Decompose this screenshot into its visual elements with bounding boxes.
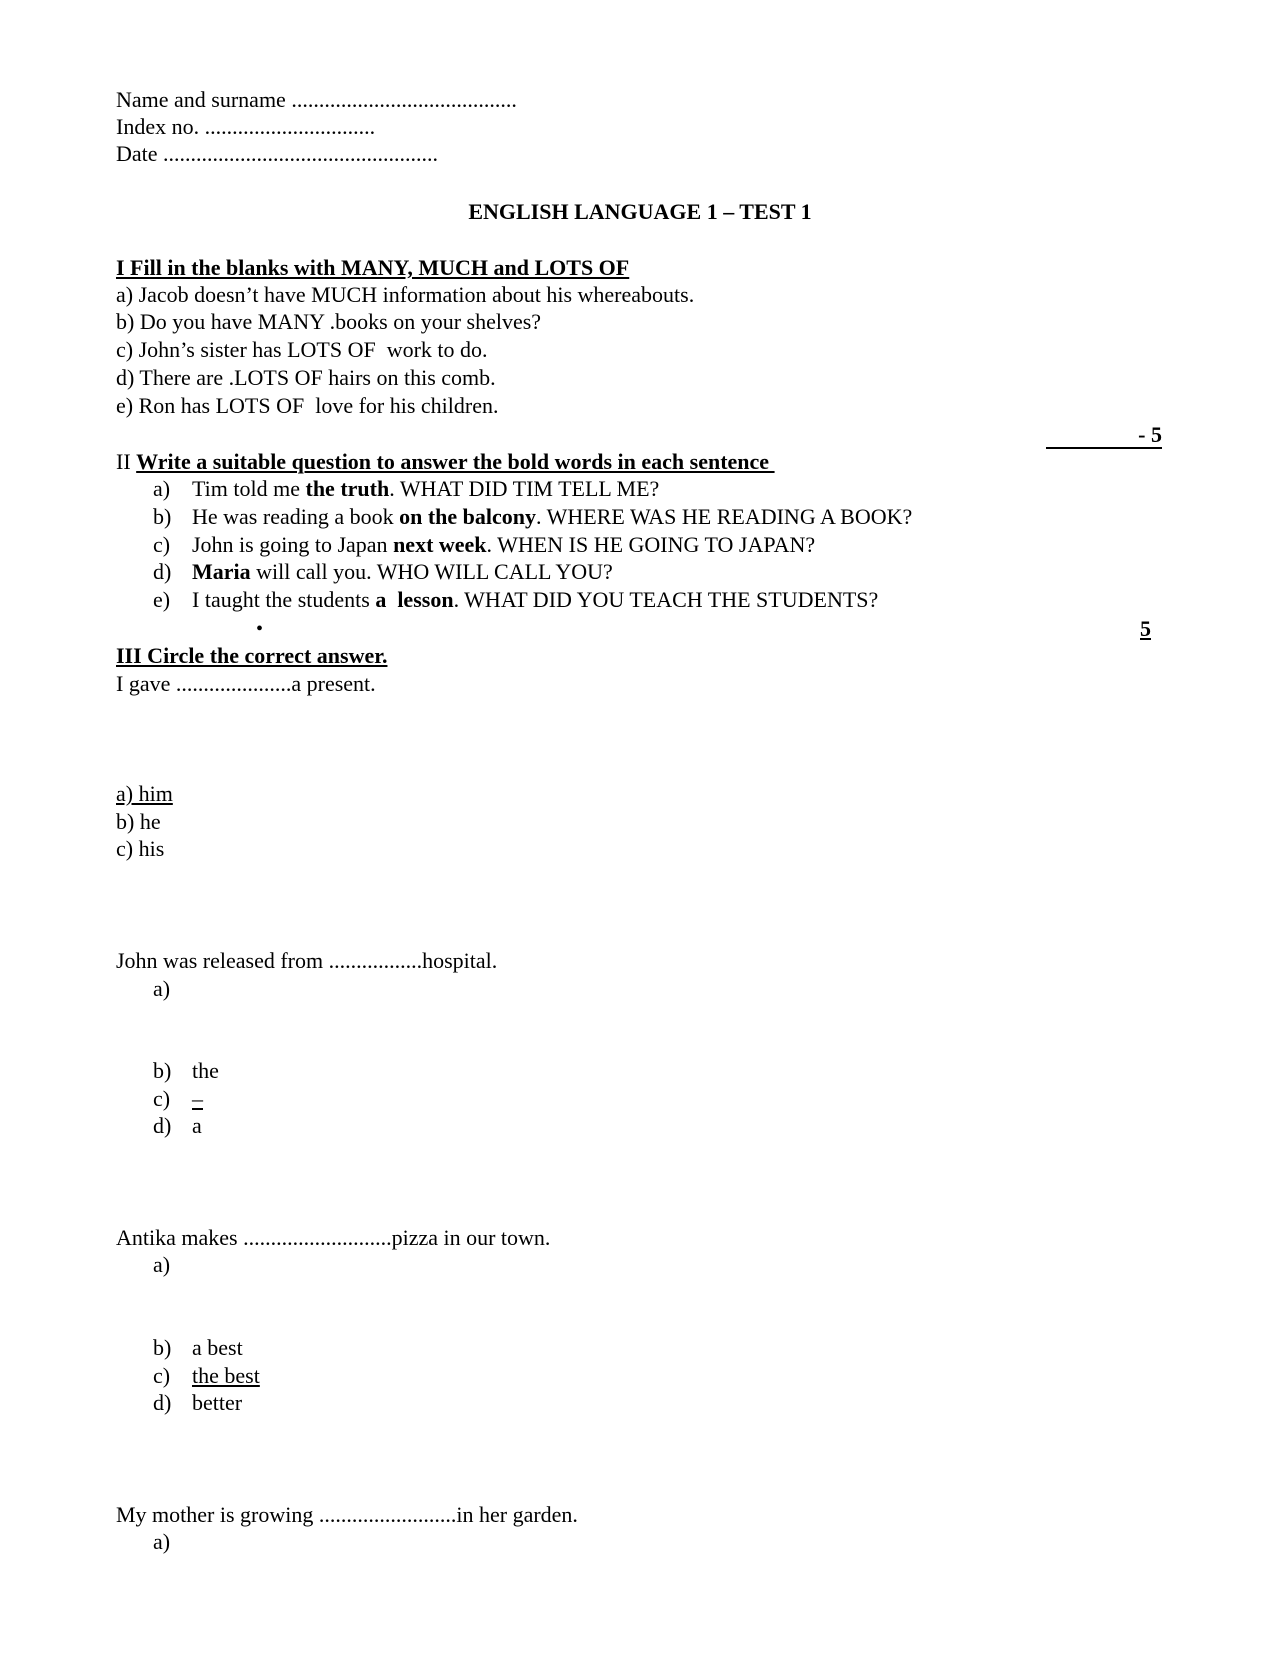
section-2-item-letter: b) [153,504,172,529]
question-2-stem: John was released from .................hospital. [116,948,498,973]
name-surname-line: Name and surname ......................................... [116,87,517,112]
section-2-item-letter: d) [153,559,172,584]
question-3-option-text[interactable]: a best [192,1335,243,1360]
question-1-stem: I gave .....................a present. [116,671,376,696]
section-1-item: c) John’s sister has LOTS OF work to do. [116,337,488,362]
bullet-mark: • [256,618,264,640]
section-2-item-letter: e) [153,587,171,612]
question-3-option-text[interactable]: the best [192,1363,260,1388]
section-1-item: d) There are .LOTS OF hairs on this comb. [116,365,496,390]
section-2-item: John is going to Japan next week. WHEN IS HE GOING TO JAPAN? [192,532,816,557]
section-1-item: a) Jacob doesn’t have MUCH information about his whereabouts. [116,282,695,307]
question-1-option[interactable]: a) him [116,781,173,806]
section-2-item-letter: a) [153,476,171,501]
question-4-stem: My mother is growing .........................in her garden. [116,1502,578,1527]
question-2-option-text[interactable]: a [192,1113,202,1138]
section-2-item-letter: c) [153,532,171,557]
question-1-option[interactable]: b) he [116,809,161,834]
question-2-option-letter[interactable]: d) [153,1113,172,1138]
section-2-item: I taught the students a lesson. WHAT DID YOU TEACH THE STUDENTS? [192,587,879,612]
question-4-option-letter[interactable]: a) [153,1529,171,1554]
question-3-option-letter[interactable]: b) [153,1335,172,1360]
question-2-option-text[interactable]: the [192,1058,219,1083]
question-2-option-letter[interactable]: b) [153,1058,172,1083]
index-number-line: Index no. ............................... [116,114,376,139]
question-3-stem: Antika makes ...........................pizza in our town. [116,1225,551,1250]
section-3-heading: III Circle the correct answer. [116,643,388,668]
date-line: Date .................................................. [116,141,439,166]
section-2-item: Tim told me the truth. WHAT DID TIM TELL ME? [192,476,660,501]
question-3-option-letter[interactable]: c) [153,1363,171,1388]
question-1-option[interactable]: c) his [116,836,165,861]
question-3-option-letter[interactable]: d) [153,1390,172,1415]
section-2-heading: Write a suitable question to answer the bold words in each sentence [136,449,775,474]
section-1-item: b) Do you have MANY .books on your shelves? [116,309,542,334]
section-2-item: He was reading a book on the balcony. WHERE WAS HE READING A BOOK? [192,504,913,529]
section-2-heading-line [116,448,775,476]
question-2-option-text[interactable]: – [192,1086,203,1111]
section-1-heading: I Fill in the blanks with MANY, MUCH and LOTS OF [116,255,630,280]
question-2-option-letter[interactable]: c) [153,1086,171,1111]
section-1-score: - 5 [1046,421,1162,449]
test-title: ENGLISH LANGUAGE 1 – TEST 1 [468,199,812,224]
question-2-option-letter[interactable]: a) [153,976,171,1001]
section-2-item: Maria will call you. WHO WILL CALL YOU? [192,559,613,584]
question-3-option-text[interactable]: better [192,1390,243,1415]
section-1-item: e) Ron has LOTS OF love for his children. [116,393,499,418]
question-3-option-letter[interactable]: a) [153,1252,171,1277]
section-2-score: 5 [1140,616,1151,641]
section-2-prefix: II [116,449,137,474]
